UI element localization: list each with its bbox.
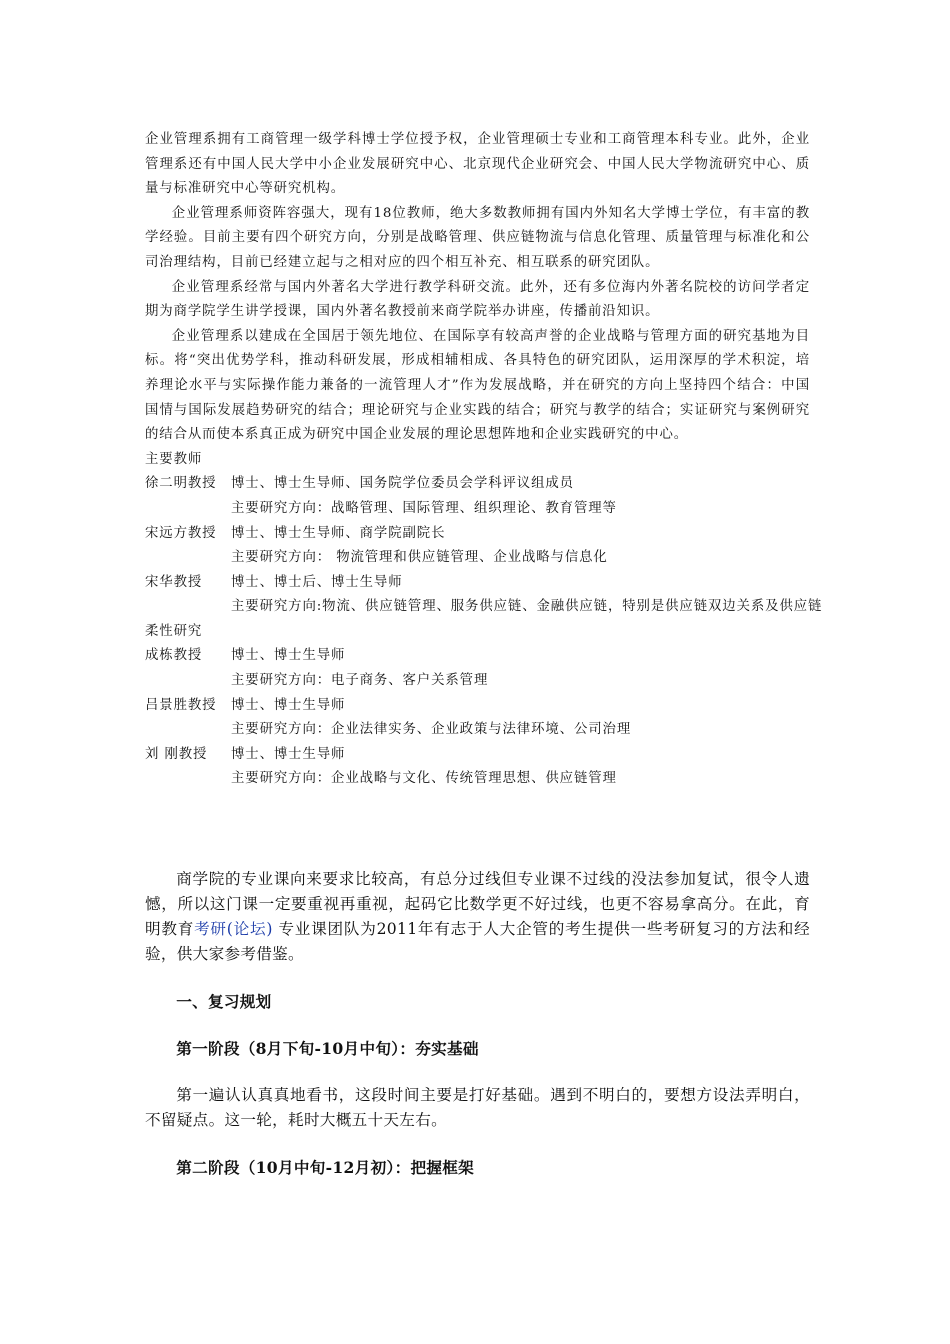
stage-paragraph: 第一遍认认真真地看书，这段时间主要是打好基础。遇到不明白的，要想方设法弄明白，不留疑点。这一轮，耗时大概五十天左右。 [145,1086,810,1129]
faculty-title: 博士、博士生导师 [231,746,346,762]
faculty-entry [145,644,810,693]
faculty-entry [145,522,810,571]
stage-heading: 第一阶段（8月下旬-10月中旬）：夯实基础 [176,1039,479,1058]
intro-paragraph: 企业管理系师资阵容强大，现有18位教师，绝大多数教师拥有国内外知名大学博士学位，有丰富的教学经验。目前主要有四个研究方向，分别是战略管理、供应链物流与信息化管理、质量管理与标准化和公司治理结构，目前已经建立起与之相对应的四个相互补充、相互联系的研究团队。 [145,205,810,270]
faculty-name: 成栋教授 [145,648,203,664]
faculty-entry [145,743,810,792]
exam-guide-section [145,867,810,1180]
faculty-title: 博士、博士生导师、商学院副院长 [231,525,446,541]
faculty-name: 吕景胜教授 [145,697,217,713]
guide-text: 商学院的专业课向来要求比较高，有总分过线但专业课不过线的没法参加复试，很令人遗憾，所以这门课一定要重视再重视，起码它比数学更不好过线，也更不容易拿高分。在此，育明教育 [145,870,810,938]
stage-heading: 第二阶段（10月中旬-12月初）：把握框架 [176,1158,475,1177]
faculty-name: 宋远方教授 [145,525,217,541]
faculty-name: 刘 刚教授 [145,746,208,762]
faculty-name: 宋华教授 [145,574,203,590]
guide-paragraph [145,867,810,967]
faculty-heading: 主要教师 [145,451,203,467]
faculty-research: 主要研究方向：电子商务、客户关系管理 [231,673,489,689]
faculty-research: 主要研究方向:物流、供应链管理、服务供应链、金融供应链，特别是供应链双边关系及供应链 [231,599,823,615]
faculty-title: 博士、博士生导师、国务院学位委员会学科评议组成员 [231,476,574,492]
faculty-title: 博士、博士生导师 [231,648,346,664]
intro-paragraph: 企业管理系经常与国内外著名大学进行教学科研交流。此外，还有多位海内外著名院校的访问学者定期为商学院学生讲学授课，国内外著名教授前来商学院举办讲座，传播前沿知识。 [145,279,810,320]
faculty-entry [145,694,810,743]
guide-text: 专业课团队为2011年有志于人大企管的考生提供一些考研复习的方法和经验，供大家参考借鉴。 [145,920,810,963]
faculty-title: 博士、博士后、博士生导师 [231,574,403,590]
intro-paragraph: 企业管理系以建成在全国居于领先地位、在国际享有较高声誉的企业战略与管理方面的研究基地为目标。将“突出优势学科，推动科研发展，形成相辅相成、各具特色的研究团队，运用深厚的学术积淀，培养理论水平与实际操作能力兼备的一流管理人才”作为发展战略，并在研究的方向上坚持四个结合：中国国情与国际发展趋势研究的结合；理论研究与企业实践的结合；研究与教学的结合；实证研究与案例研究的结合从而使本系真正成为研究中国企业发展的理论思想阵地和企业实践研究的中心。 [145,328,810,443]
faculty-title: 博士、博士生导师 [231,697,346,713]
department-intro-section [145,128,823,792]
faculty-research: 主要研究方向： 物流管理和供应链管理、企业战略与信息化 [231,550,608,566]
faculty-research: 主要研究方向：战略管理、国际管理、组织理论、教育管理等 [231,500,617,516]
faculty-research: 主要研究方向：企业法律实务、企业政策与法律环境、公司治理 [231,722,632,738]
faculty-entry [145,571,823,645]
kaoyan-forum-link[interactable]: 考研(论坛) [194,920,273,938]
faculty-research: 主要研究方向：企业战略与文化、传统管理思想、供应链管理 [231,771,617,787]
section-heading: 一、复习规划 [176,992,272,1011]
faculty-research-continued: 柔性研究 [145,623,203,639]
faculty-name: 徐二明教授 [145,476,217,492]
faculty-entry [145,472,810,521]
intro-paragraph: 企业管理系拥有工商管理一级学科博士学位授予权，企业管理硕士专业和工商管理本科专业。此外，企业管理系还有中国人民大学中小企业发展研究中心、北京现代企业研究会、中国人民大学物流研究中心、质量与标准研究中心等研究机构。 [145,132,810,197]
